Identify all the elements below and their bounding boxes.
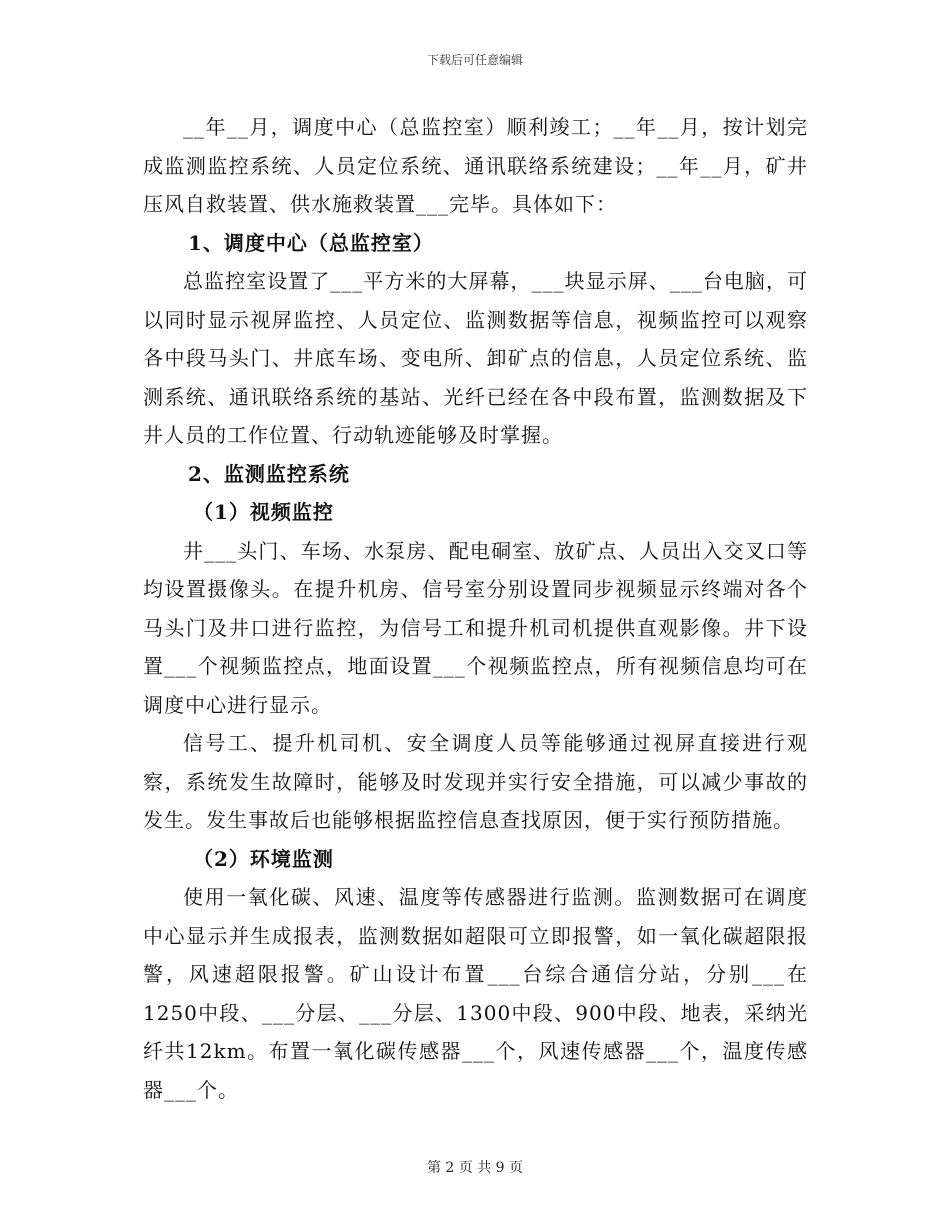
document-body (143, 108, 808, 1109)
dispatch-center-paragraph: 总监控室设置了___平方米的大屏幕，___块显示屏、___台电脑，可以同时显示视屏监控、人员定位、监测数据等信息，视频监控可以观察各中段马头门、井底车场、变电所、卸矿点的信息，人员定位系统、监测系统、通讯联络系统的基站、光纤已经在各中段布置，监测数据及下井人员的工作位置、行动轨迹能够及时掌握。 (143, 269, 808, 447)
section-heading-dispatch-center: 1、调度中心（总监控室） (188, 230, 434, 255)
video-monitoring-benefits-paragraph: 信号工、提升机司机、安全调度人员等能够通过视屏直接进行观察，系统发生故障时，能够及时发现并实行安全措施，可以减少事故的发生。发生事故后也能够根据监控信息查找原因，便于实行预防措施。 (143, 731, 808, 832)
page-number: 第 2 页 共 9 页 (426, 1160, 524, 1176)
subsection-heading-video-monitoring: （1）视频监控 (193, 500, 334, 524)
page-header-note: 下载后可任意编辑 (426, 53, 523, 67)
subsection-heading-environment-monitoring: （2）环境监测 (193, 846, 334, 871)
section-heading-monitoring-system: 2、监测监控系统 (188, 461, 350, 486)
environment-monitoring-paragraph: 使用一氧化碳、风速、温度等传感器进行监测。监测数据可在调度中心显示并生成报表，监测数据如超限可立即报警，如一氧化碳超限报警，风速超限报警。矿山设计布置___台综合通信分站，分别___在1250中段、___分层、___分层、1300中段、900中段、地表，采纳光纤共12km。布置一氧化碳传感器___个，风速传感器___个，温度传感器___个。 (143, 885, 808, 1102)
intro-paragraph: __年__月，调度中心（总监控室）顺利竣工；__年__月，按计划完成监测监控系统、人员定位系统、通讯联络系统建设；__年__月，矿井压风自救装置、供水施救装置___完毕。具体如下： (143, 115, 808, 216)
video-monitoring-paragraph: 井___头门、车场、水泵房、配电硐室、放矿点、人员出入交叉口等均设置摄像头。在提升机房、信号室分别设置同步视频显示终端对各个马头门及井口进行监控，为信号工和提升机司机提供直观影像。井下设置___个视频监控点，地面设置___个视频监控点，所有视频信息均可在调度中心进行显示。 (143, 538, 808, 717)
